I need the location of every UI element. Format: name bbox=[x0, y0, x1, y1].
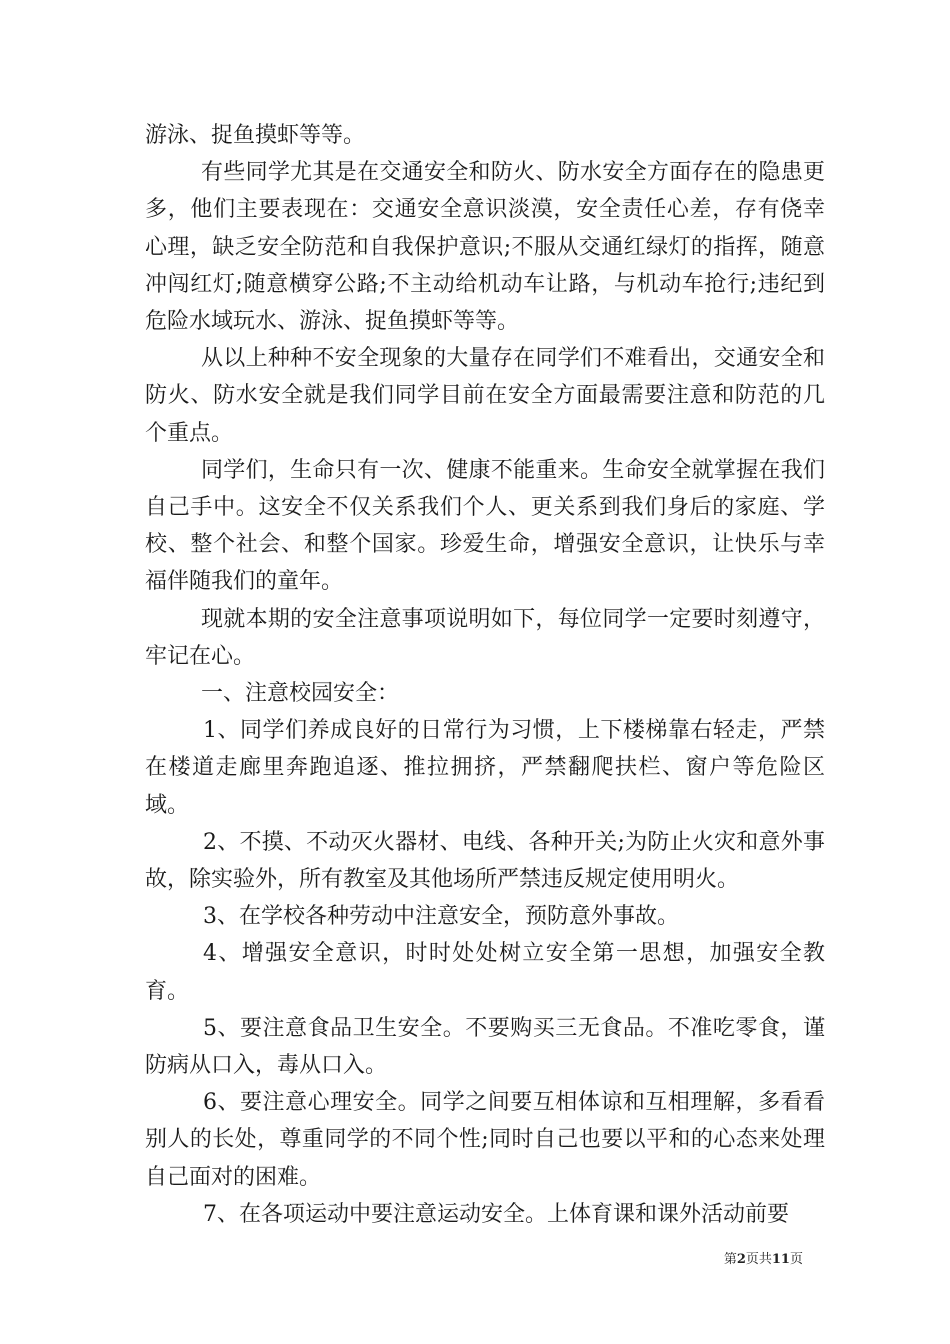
list-item: 5、要注意食品卫生安全。不要购买三无食品。不准吃零食，谨防病从口入，毒从口入。 bbox=[145, 1015, 825, 1079]
paragraph: 有些同学尤其是在交通安全和防火、防水安全方面存在的隐患更多，他们主要表现在：交通安全意识淡漠，安全责任心差，存有侥幸心理，缺乏安全防范和自我保护意识;不服从交通红绿灯的指挥，随意冲闯红灯;随意横穿公路;不主动给机动车让路，与机动车抢行;违纪到危险水域玩水、游泳、捉鱼摸虾等等。 bbox=[145, 160, 825, 335]
footer-middle: 页共 bbox=[745, 1252, 772, 1267]
section-heading: 一、注意校园安全： bbox=[201, 681, 400, 707]
list-item: 7、在各项运动中要注意运动安全。上体育课和课外活动前要 bbox=[203, 1201, 789, 1227]
paragraph: 游泳、捉鱼摸虾等等。 bbox=[145, 123, 366, 148]
paragraph: 从以上种种不安全现象的大量存在同学们不难看出，交通安全和防火、防水安全就是我们同学目前在安全方面最需要注意和防范的几个重点。 bbox=[145, 346, 825, 446]
paragraph: 同学们，生命只有一次、健康不能重来。生命安全就掌握在我们自己手中。这安全不仅关系我们个人、更关系到我们身后的家庭、学校、整个社会、和整个国家。珍爱生命，增强安全意识，让快乐与幸福伴随我们的童年。 bbox=[145, 457, 825, 595]
footer-prefix: 第 bbox=[723, 1252, 737, 1267]
list-item: 3、在学校各种劳动中注意安全，预防意外事故。 bbox=[203, 904, 679, 930]
list-item: 6、要注意心理安全。同学之间要互相体谅和互相理解，多看看别人的长处，尊重同学的不同个性;同时自己也要以平和的心态来处理自己面对的困难。 bbox=[145, 1090, 825, 1190]
list-item: 1、同学们养成良好的日常行为习惯，上下楼梯靠右轻走，严禁在楼道走廊里奔跑追逐、推拉拥挤，严禁翻爬扶栏、窗户等危险区域。 bbox=[145, 718, 825, 818]
list-item: 4、增强安全意识，时时处处树立安全第一思想，加强安全教育。 bbox=[145, 941, 825, 1004]
total-pages-number: 11 bbox=[771, 1252, 790, 1267]
current-page-number: 2 bbox=[736, 1252, 746, 1267]
paragraph: 现就本期的安全注意事项说明如下，每位同学一定要时刻遵守，牢记在心。 bbox=[145, 606, 825, 669]
footer-suffix: 页 bbox=[789, 1252, 803, 1267]
list-item: 2、不摸、不动灭火器材、电线、各种开关;为防止火灾和意外事故，除实验外，所有教室及其他场所严禁违反规定使用明火。 bbox=[145, 829, 825, 893]
document-body bbox=[145, 117, 825, 1233]
page-footer bbox=[0, 1248, 950, 1267]
